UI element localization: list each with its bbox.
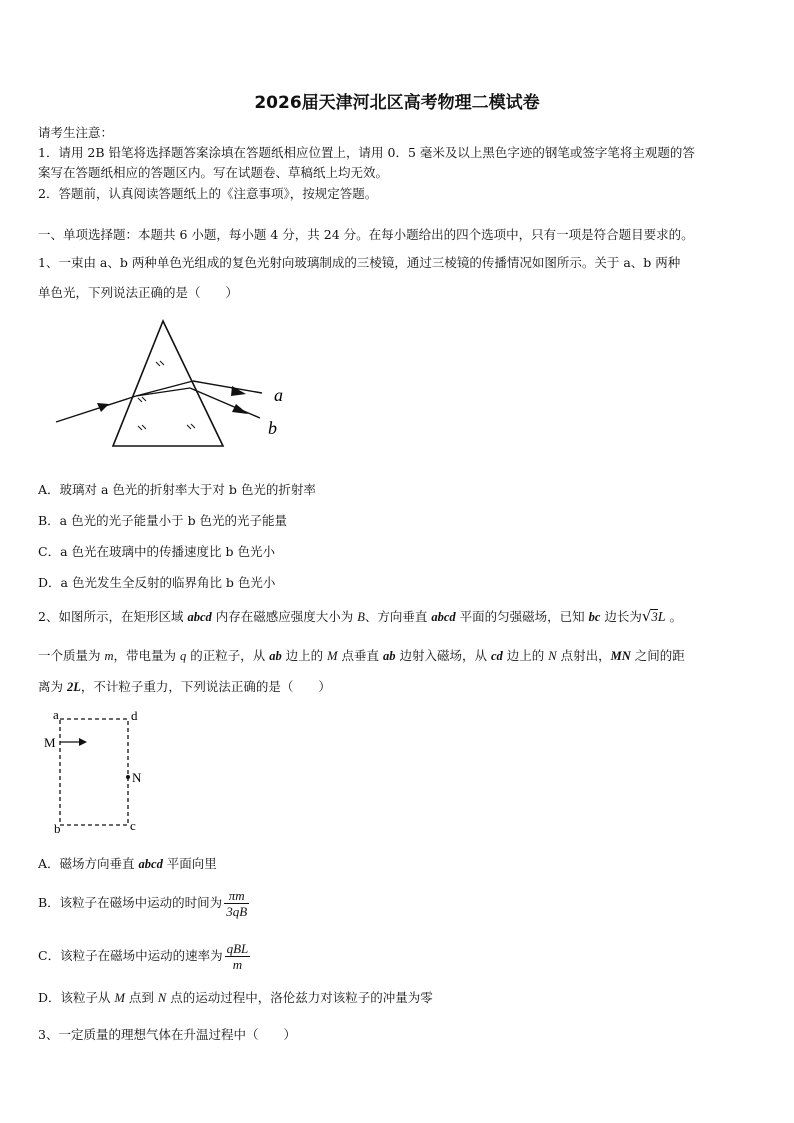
label-a: a (53, 707, 59, 722)
ray-a-arrowhead (231, 386, 246, 396)
q2-stem-line-1: 2、如图所示，在矩形区域 abcd 内存在磁感应强度大小为 B、方向垂直 abcd 平面的匀强磁场，已知 bc 边长为√3L 。 (38, 607, 682, 625)
q2-option-d: D．该粒子从 M 点到 N 点的运动过程中，洛伦兹力对该粒子的冲量为零 (38, 990, 433, 1005)
ray-a-out (193, 381, 262, 393)
q1-option-c: C．a 色光在玻璃中的传播速度比 b 色光小 (38, 544, 275, 559)
notice-heading: 请考生注意： (38, 125, 114, 140)
field-region-rect (60, 719, 128, 825)
q2-option-c: C．该粒子在磁场中运动的速率为 $\frac{\text{qBL}}{m}$ (38, 941, 249, 972)
q1-option-b: B．a 色光的光子能量小于 b 色光的光子能量 (38, 513, 288, 528)
label-a: a (274, 385, 283, 405)
sqrt-sign-icon: √ (641, 607, 652, 625)
notice-item-1-line-2: 案写在答题纸相应的答题区内。写在试题卷、草稿纸上均无效。 (38, 165, 389, 180)
section-1-header: 一、单项选择题：本题共 6 小题，每小题 4 分，共 24 分。在每小题给出的四个选项中，只有一项是符合题目要求的。 (38, 227, 694, 242)
notice-item-2: 2．答题前，认真阅读答题纸上的《注意事项》，按规定答题。 (38, 186, 378, 201)
ray-b-arrowhead (232, 404, 248, 414)
label-d: d (131, 708, 138, 723)
label-c: c (130, 818, 136, 833)
page-title: 2026届天津河北区高考物理二模试卷 (254, 93, 540, 113)
label-b: b (268, 418, 277, 438)
q2-stem-line-3: 离为 2L，不计粒子重力，下列说法正确的是（ ） (38, 679, 331, 694)
q1-stem-line-2: 单色光，下列说法正确的是（ ） (38, 285, 239, 300)
fraction-speed: $\frac{\text{qBL}}{m}$ (226, 941, 249, 972)
label-b: b (54, 821, 61, 836)
magnetic-field-figure (38, 706, 168, 838)
q2-option-b: B．该粒子在磁场中运动的时间为 $\frac{\pi m}{3qB}$ (38, 888, 248, 919)
q1-option-a: A．玻璃对 a 色光的折射率大于对 b 色光的折射率 (38, 482, 316, 497)
notice-item-1-line-1: 1．请用 2B 铅笔将选择题答案涂填在答题纸相应位置上，请用 0．5 毫米及以上黑色字迹的钢笔或签字笔将主观题的答 (38, 145, 695, 160)
fraction-time: $\frac{\pi m}{3qB}$ (226, 888, 248, 919)
label-M: M (44, 735, 56, 750)
q1-stem-line-1: 1、一束由 a、b 两种单色光组成的复色光射向玻璃制成的三棱镜，通过三棱镜的传播情况如图所示。关于 a、b 两种 (38, 255, 681, 270)
q2-option-a: A．磁场方向垂直 abcd 平面向里 (38, 856, 217, 871)
label-N: N (132, 770, 142, 785)
prism-figure (50, 318, 300, 458)
q1-option-d: D．a 色光发生全反射的临界角比 b 色光小 (38, 575, 276, 590)
ray-b-out (190, 388, 260, 418)
point-N (126, 775, 130, 779)
q3-stem-line-1: 3、一定质量的理想气体在升温过程中（ ） (38, 1027, 296, 1042)
velocity-arrowhead (79, 738, 87, 746)
q2-stem-line-2: 一个质量为 m，带电量为 q 的正粒子，从 ab 边上的 M 点垂直 ab 边射入磁场，从 cd 边上的 N 点射出，MN 之间的距 (38, 648, 685, 663)
